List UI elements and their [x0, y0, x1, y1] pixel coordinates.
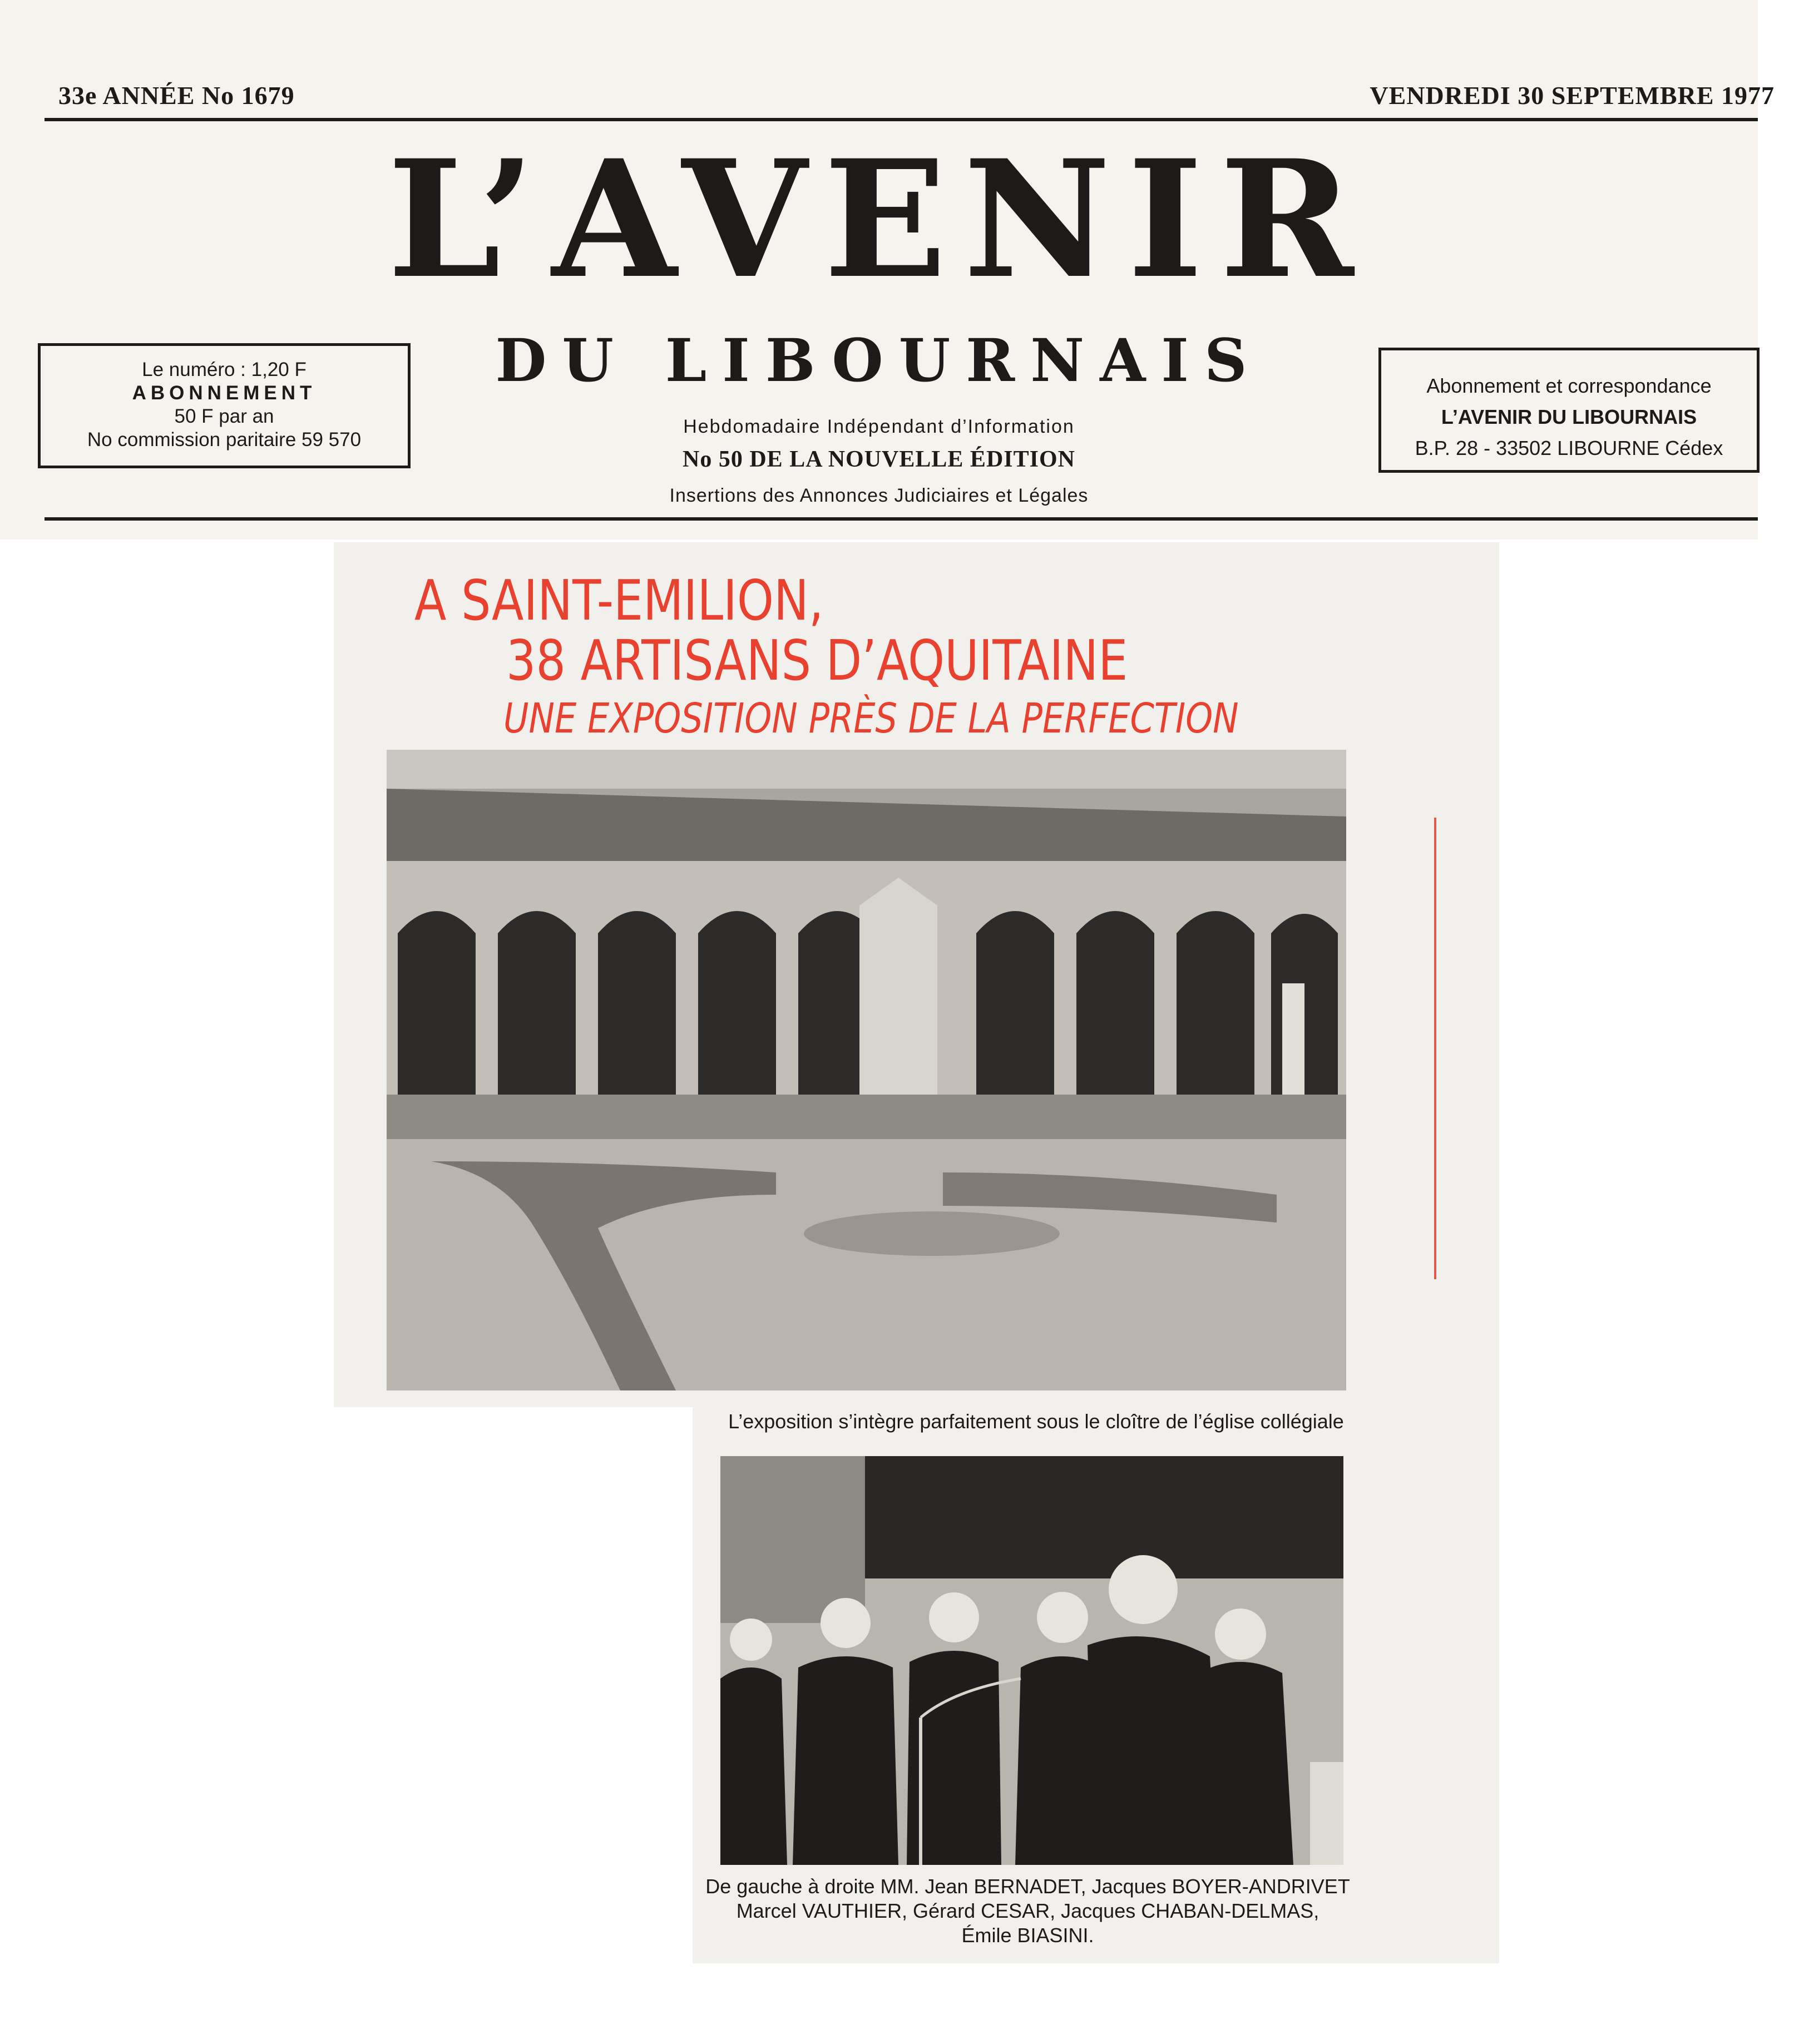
caption-2-line-1: De gauche à droite MM. Jean BERNADET, Jacques BOYER-ANDRIVET: [705, 1875, 1350, 1898]
masthead-rule-bottom: [45, 517, 1758, 521]
officials-photo: [720, 1456, 1343, 1865]
subscription-rate: 50 F par an: [174, 405, 274, 427]
photo-caption-2: [701, 1874, 1355, 1948]
masthead-rule-top: [45, 118, 1758, 121]
newspaper-subtitle: DU LIBOURNAIS: [495, 325, 1263, 395]
headline-line-1: A SAINT-EMILION,: [414, 568, 824, 633]
newspaper-title: L’AVENIR: [387, 125, 1371, 314]
address-line-2: L’AVENIR DU LIBOURNAIS: [1441, 405, 1697, 428]
officials-illustration: [720, 1456, 1343, 1865]
edition-line: No 50 DE LA NOUVELLE ÉDITION: [683, 447, 1075, 472]
issue-number: 33e ANNÉE No 1679: [58, 81, 295, 110]
caption-2-line-2: Marcel VAUTHIER, Gérard CESAR, Jacques CHABAN-DELMAS,: [736, 1899, 1319, 1922]
insertions-line: Insertions des Annonces Judiciaires et Légales: [669, 485, 1089, 506]
headline-subtitle: UNE EXPOSITION PRÈS DE LA PERFECTION: [503, 695, 1239, 743]
cloister-photo: [387, 750, 1346, 1390]
cloister-illustration: [387, 750, 1346, 1390]
margin-mark: [1434, 818, 1436, 1279]
issue-date: VENDREDI 30 SEPTEMBRE 1977: [1370, 81, 1775, 110]
caption-2-line-3: Émile BIASINI.: [961, 1924, 1094, 1947]
headline-line-2: 38 ARTISANS D’AQUITAINE: [506, 628, 1128, 693]
subscription-label: ABONNEMENT: [132, 382, 317, 404]
address-line-3: B.P. 28 - 33502 LIBOURNE Cédex: [1415, 437, 1723, 459]
commission-number: No commission paritaire 59 570: [87, 429, 362, 451]
photo-caption-1: L’exposition s’intègre parfaitement sous le cloître de l’église collégiale: [728, 1410, 1344, 1433]
tagline: Hebdomadaire Indépendant d’Information: [683, 416, 1075, 437]
address-line-1: Abonnement et correspondance: [1426, 374, 1712, 397]
price-text: Le numéro : 1,20 F: [142, 359, 307, 380]
